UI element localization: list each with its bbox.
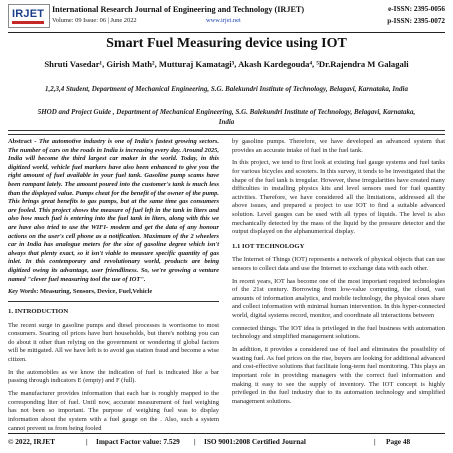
intro-paragraph: In the automobiles as we know the indication of fuel is indicated like a bar passing through indicators E (empty) and F (full). <box>8 368 219 385</box>
paper-title: Smart Fuel Measuring device using IOT <box>106 36 347 51</box>
logo-accent-bar <box>12 21 44 24</box>
iot-paragraph: The Internet of Things (IOT) represents a network of physical objects that can use sensors to collect data and use the Internet to exchange data with each other. <box>232 256 445 272</box>
p-issn: p-ISSN: 2395-0072 <box>387 17 445 25</box>
footer-divider <box>8 433 445 434</box>
right-column <box>232 138 445 411</box>
footer-iso-certification: ISO 9001:2008 Certified Journal <box>204 437 306 446</box>
abstract <box>8 138 219 284</box>
footer-copyright: © 2022, IRJET <box>8 437 56 446</box>
keywords-text: : Measuring, Sensors, Device, Fuel,Vehicle <box>36 288 153 296</box>
affiliation-hod: 5HOD and Project Guide , Department of Mechanical Engineering, S.G. Balekundri Institute of Technology, Belagavi, Karnataka, India <box>37 108 416 126</box>
irjet-logo <box>8 4 50 28</box>
footer-impact-factor: Impact Factor value: 7.529 <box>96 437 180 446</box>
keywords <box>8 288 219 297</box>
e-issn: e-ISSN: 2395-0056 <box>388 5 445 13</box>
body-paragraph: In this project, we tend to first look at existing fuel gauge systems and fuel tanks for various bicycles and scooters. In this survey, it tends to be investigated that the shape of the fuel tank is irregular. However, these irregularities have created many difficulties in installing physics kits and level sensors used for fuel quantity activities. Therefore, we have considered all the limitations, addressed all the above issues, and prepared a project to use IOT to find a suitable advanced solution. Level gauges can be used with all types of liquids. The level is also mechanically detected by the mass of the liquid by the pressure detector and the output displayed on the alphanumerical display. <box>232 159 445 236</box>
footer-separator: | <box>194 437 196 446</box>
abstract-divider <box>8 301 219 302</box>
iot-paragraph: In recent years, IOT has become one of the most important required technologies of the 21st century. Borrowing from low-value computing, the cloud, vast amounts of information analytics, and mobile technology, the physical ones share and collect information with minimal human intervention. In this hyper-connected world, digital systems record, monitor, and coordinate all interactions between <box>232 277 445 320</box>
title-divider <box>8 130 445 135</box>
footer-separator: | <box>374 437 376 446</box>
affiliation-students: 1,2,3,4 Student, Department of Mechanical Engineering, S.G. Balekundri Institute of Technology, Belagavi, Karnataka, India <box>45 85 408 93</box>
abstract-label: Abstract <box>8 138 32 145</box>
section-heading-iot: 1.1 IOT TECHNOLOGY <box>232 242 305 250</box>
footer-separator: | <box>86 437 88 446</box>
header-divider <box>8 32 445 33</box>
logo-text: IRJET <box>12 8 45 20</box>
intro-paragraph: The recent surge in gasoline pumps and diesel processes is worrisome to most consumers. Soaring oil prices have hurt households, but there's nothing you can do about it other than relying on the government or wondering if global factors will be mitigated. All we have left is to avoid gas station fraud and become a wise citizen. <box>8 321 219 364</box>
abstract-body: - The automotive industry is one of India's fastest growing sectors. The number of cars on the roads in India is increasing every day. Around 2025, India will become the third largest car maker in the world. Today, in this digitized world, vehicle fuel markers have also been enhanced to give you the right amount of fuel available in your fuel tank. Gasoline pump scams have been rampant lately. The amount poured into the customer's tank is much less than the displayed value. Pumps cheat for the benefit of the owner of the pump. This brings great benefits to gas pumps, but at the same time gas consumers are fooled. This project shows the measure of fuel left in the tank in liters and also how much fuel is entering into the fuel tank in liters, along with this we are have also tried to use the WIFI- modem and get the data of any honour actions on the user's cell phone as a notification. Maximum of the 2 wheelers car in India has analogue meters for the size of gasoline degree which isn't always that plenty exact, so it isn't viable to measure specific quantity of gas inlet. In this contemporary and revolutionary world, products are being digitized owing its advantage, user friendliness. So, we're growing a venture named "clever fuel measuring tool the use of IOT". <box>8 138 219 283</box>
journal-name: International Research Journal of Engineering and Technology (IRJET) <box>52 5 305 14</box>
keywords-label: Key Words <box>8 288 37 296</box>
intro-paragraph: The manufacturer provides information that each bar is roughly mapped to the corresponding liter of fuel. Until now, accurate measurement of fuel weighing has not been so important. The purpose of weighing fuel was to display information about the system with a fuel gauge on the . Also, such a system cannot prevent us from being fooled <box>8 390 219 432</box>
journal-header <box>8 4 445 30</box>
author-list: Shruti Vasedar¹, Girish Math², Mutturaj Kamatagi³, Akash Kardegouda⁴, ⁵Dr.Rajendra M Galagali <box>44 59 409 69</box>
iot-paragraph: connected things. The IOT idea is privileged in the fuel business with automation technology and simplified management solutions. <box>232 324 445 341</box>
iot-paragraph: In addition, it provides a considered use of fuel and eliminates the possibility of wasting fuel. As fuel prices on the rise, buyers are looking for additional advanced and cost-effective solutions that facilitate long-term fuel monitoring. This plays an important role in providing managers with the correct fuel information and making it easy to see the supply of inventory. The IOT concept is highly privileged in the fuel industry due to its automation technology and simplified management solutions. <box>232 346 445 405</box>
page-footer <box>8 437 445 449</box>
journal-volume: Volume: 09 Issue: 06 | June 2022 <box>52 17 137 24</box>
footer-page-number: Page 48 <box>386 437 411 446</box>
left-column <box>8 138 219 437</box>
body-paragraph: by gasoline pumps. Therefore, we have developed an advanced system that provides an accurate intake of fuel in the fuel tank. <box>232 138 445 154</box>
journal-url-link[interactable]: www.irjet.net <box>206 17 241 24</box>
section-heading-introduction: 1. INTRODUCTION <box>8 308 69 316</box>
